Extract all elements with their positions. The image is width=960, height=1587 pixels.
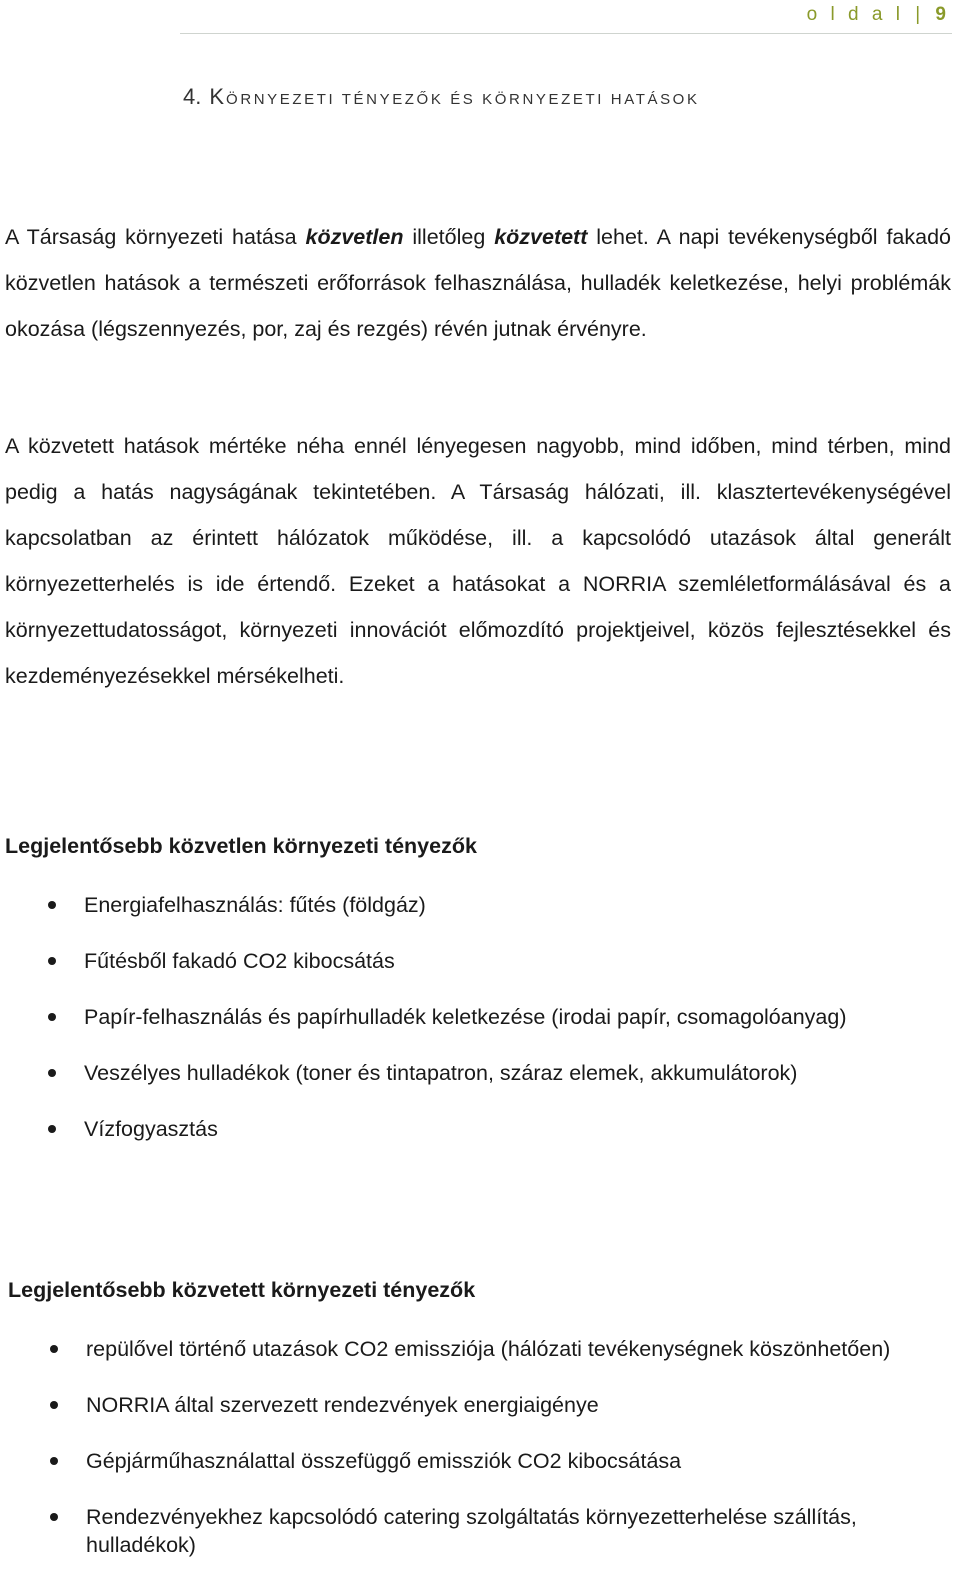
list-item-text: Gépjárműhasználattal összefüggő emissziók CO2 kibocsátása [86,1449,682,1473]
intro-text-c: illetőleg [403,225,495,249]
list-item [50,1447,930,1475]
page-label: o l d a l [806,4,904,25]
bullet-icon [48,1125,56,1133]
indirect-factors-list [50,1335,930,1587]
indirect-factors-title: Legjelentősebb közvetett környezeti tényezők [8,1278,476,1302]
header-divider [180,33,952,34]
intro-emphasis-direct: közvetlen [305,225,404,249]
indirect-line-2: pedig a hatás nagyságának tekintetében. A Társaság hálózati, ill. klasztertevékenységével [5,480,951,504]
bullet-icon [50,1401,58,1409]
list-item-text: Fűtésből fakadó CO2 kibocsátás [84,949,395,973]
list-item-text: Rendezvényekhez kapcsolódó catering szolgáltatás környezetterhelése szállítás, hulladékok) [86,1505,857,1557]
page-separator: | [915,4,925,25]
bullet-icon [48,1013,56,1021]
direct-factors-title: Legjelentősebb közvetlen környezeti tényezők [5,834,477,858]
bullet-icon [50,1513,58,1521]
section-title-initial: K [209,84,227,109]
list-item-text: NORRIA által szervezett rendezvények energiaigénye [86,1393,599,1417]
indirect-line-5: környezettudatosságot, környezeti innovációt előmozdító projektjeivel, közös fejlesztésekkel és [5,618,951,642]
page-number: 9 [935,4,950,25]
intro-line-2: közvetlen hatások a természeti erőforrások felhasználása, hulladék keletkezése, helyi problémák [5,271,951,295]
intro-line-3: okozása (légszennyezés, por, zaj és rezgés) révén jutnak érvényre. [5,317,647,341]
section-heading [183,84,700,110]
indirect-line-4: környezetterhelés is ide értendő. Ezeket a hatásokat a NORRIA szemléletformálásával és a [5,572,951,596]
list-item [48,947,847,975]
list-item [50,1391,930,1419]
bullet-icon [50,1457,58,1465]
indirect-line-6: kezdeményezésekkel mérsékelheti. [5,664,345,688]
indirect-line-1: A közvetett hatások mértéke néha ennél lényegesen nagyobb, mind időben, mind térben, mind [5,434,951,458]
bullet-icon [50,1345,58,1353]
intro-text-e: lehet. A napi tevékenységből fakadó [587,225,952,249]
section-title [209,84,699,109]
bullet-icon [48,957,56,965]
list-item-text: repülővel történő utazások CO2 emissziója (hálózati tevékenységnek köszönhetően) [86,1337,891,1361]
list-item-text: Papír-felhasználás és papírhulladék keletkezése (irodai papír, csomagolóanyag) [84,1005,847,1029]
section-number: 4. [183,84,202,109]
indirect-line-3: kapcsolatban az érintett hálózatok működése, ill. a kapcsolódó utazások által generált [5,526,951,550]
page-header [807,4,950,26]
bullet-icon [48,1069,56,1077]
bullet-icon [48,901,56,909]
list-item [50,1335,930,1363]
indirect-paragraph [5,423,951,699]
section-title-rest: ÖRNYEZETI TÉNYEZŐK ÉS KÖRNYEZETI HATÁSOK [226,91,700,108]
list-item-text: Vízfogyasztás [84,1117,218,1141]
list-item [50,1503,930,1559]
list-item [48,891,847,919]
intro-line-1 [5,214,951,260]
list-item [48,1003,847,1031]
intro-text-a: A Társaság környezeti hatása [5,225,306,249]
list-item [48,1059,847,1087]
list-item [48,1115,847,1143]
direct-factors-list [48,891,847,1171]
list-item-text: Energiafelhasználás: fűtés (földgáz) [84,893,426,917]
intro-paragraph [5,214,951,352]
intro-emphasis-indirect: közvetett [494,225,588,249]
list-item-text: Veszélyes hulladékok (toner és tintapatron, száraz elemek, akkumulátorok) [84,1061,798,1085]
